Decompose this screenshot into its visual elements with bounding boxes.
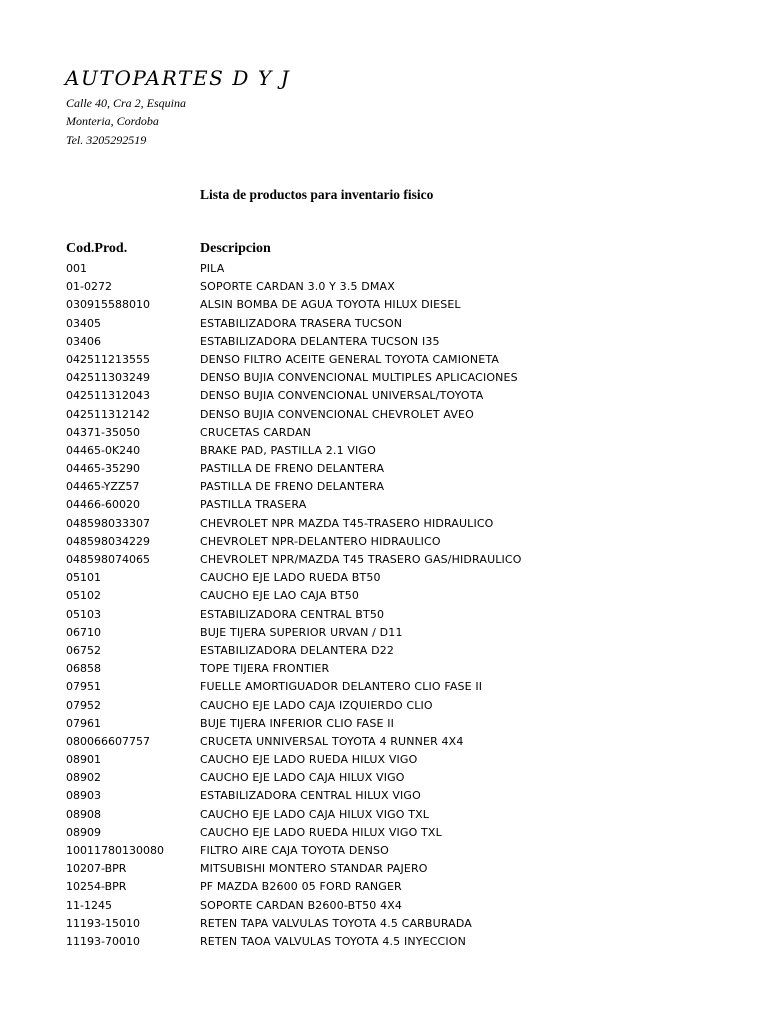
product-code: 05103 (66, 607, 101, 621)
company-phone: Tel. 3205292519 (66, 133, 147, 147)
product-code: 080066607757 (66, 734, 150, 748)
product-code: 001 (66, 262, 87, 275)
product-code: 042511312043 (66, 389, 150, 403)
table-row (0, 370, 518, 388)
product-code: 06752 (66, 643, 101, 657)
table-row (0, 752, 463, 770)
table-row (0, 716, 463, 734)
table-row (0, 698, 463, 716)
product-description: DENSO BUJIA CONVENCIONAL MULTIPLES APLICACIONES (200, 371, 518, 385)
product-code: 01-0272 (66, 280, 112, 294)
product-description: CAUCHO EJE LADO RUEDA HILUX VIGO TXL (200, 825, 442, 839)
product-code: 10254-BPR (66, 880, 127, 894)
table-row (0, 661, 463, 679)
product-code: 03405 (66, 316, 101, 330)
table-row (0, 534, 463, 552)
product-code: 06858 (66, 662, 101, 676)
company-address-line1: Calle 40, Cra 2, Esquina (66, 96, 187, 110)
table-row (0, 879, 463, 897)
table-row (0, 843, 463, 861)
product-description: ESTABILIZADORA TRASERA TUCSON (200, 316, 403, 330)
table-row (0, 497, 463, 515)
table-row (0, 516, 494, 534)
table-row (0, 425, 463, 443)
table-row (0, 479, 463, 497)
company-name: AUTOPARTES D Y J (65, 66, 291, 90)
product-description: CAUCHO EJE LADO RUEDA HILUX VIGO (200, 753, 418, 767)
company-address-line2: Monteria, Cordoba (66, 114, 159, 128)
table-row (0, 825, 463, 843)
product-description: FUELLE AMORTIGUADOR DELANTERO CLIO FASE II (200, 680, 483, 694)
table-row (0, 461, 463, 479)
product-code: 04466-60020 (66, 498, 140, 512)
product-description: ESTABILIZADORA CENTRAL BT50 (200, 607, 385, 621)
product-description: RETEN TAOA VALVULAS TOYOTA 4.5 INYECCION (200, 934, 466, 948)
table-row (0, 607, 463, 625)
product-code: 11193-15010 (66, 916, 140, 930)
table-row (0, 898, 463, 916)
product-code: 042511312142 (66, 407, 150, 421)
product-code: 08902 (66, 771, 101, 785)
table-row (0, 352, 500, 370)
document-title: Lista de productos para inventario fisico (200, 187, 434, 202)
product-code: 048598033307 (66, 516, 150, 530)
table-row (0, 625, 463, 643)
product-code: 10207-BPR (66, 862, 127, 876)
product-description: BUJE TIJERA SUPERIOR URVAN / D11 (200, 625, 403, 639)
product-code: 08901 (66, 753, 101, 767)
product-description: PASTILLA TRASERA (200, 498, 307, 512)
product-description: PASTILLA DE FRENO DELANTERA (200, 462, 385, 476)
product-code: 08909 (66, 825, 101, 839)
product-description: CRUCETA UNNIVERSAL TOYOTA 4 RUNNER 4X4 (200, 734, 464, 748)
product-code: 06710 (66, 625, 101, 639)
table-row (0, 643, 463, 661)
table-row (0, 861, 463, 879)
product-code: 03406 (66, 334, 101, 348)
product-code: 042511303249 (66, 371, 150, 385)
table-row (0, 770, 463, 788)
table-row (0, 588, 463, 606)
product-code: 048598034229 (66, 534, 150, 548)
product-code: 04465-0K240 (66, 443, 141, 457)
product-code: 04371-35050 (66, 425, 140, 439)
column-header-description: Descripcion (200, 241, 271, 256)
product-code: 10011780130080 (66, 844, 164, 857)
product-table (0, 261, 522, 952)
product-description: DENSO FILTRO ACEITE GENERAL TOYOTA CAMIONETA (200, 352, 500, 366)
product-code: 08908 (66, 807, 101, 821)
product-code: 030915588010 (66, 298, 150, 312)
product-code: 11-1245 (66, 898, 112, 912)
product-code: 048598074065 (66, 553, 150, 566)
table-row (0, 261, 463, 279)
product-description: SOPORTE CARDAN B2600-BT50 4X4 (200, 898, 403, 912)
product-code: 04465-35290 (66, 462, 140, 476)
product-code: 08903 (66, 789, 101, 803)
product-description: PASTILLA DE FRENO DELANTERA (200, 480, 385, 494)
product-description: CRUCETAS CARDAN (200, 425, 312, 439)
table-row (0, 552, 522, 570)
product-code: 07952 (66, 698, 101, 712)
table-row (0, 279, 463, 297)
table-row (0, 316, 463, 334)
product-description: PF MAZDA B2600 05 FORD RANGER (200, 880, 402, 894)
table-row (0, 297, 463, 315)
table-row (0, 570, 463, 588)
product-code: 042511213555 (66, 352, 150, 366)
product-description: CAUCHO EJE LAO CAJA BT50 (200, 589, 360, 603)
product-description: ESTABILIZADORA DELANTERA D22 (200, 643, 395, 657)
product-description: CAUCHO EJE LADO CAJA HILUX VIGO (200, 771, 405, 785)
table-row (0, 734, 463, 752)
product-description: CHEVROLET NPR/MAZDA T45 TRASERO GAS/HIDRAULICO (200, 553, 522, 566)
product-code: 11193-70010 (66, 934, 140, 948)
product-description: CHEVROLET NPR-DELANTERO HIDRAULICO (200, 534, 441, 548)
product-description: SOPORTE CARDAN 3.0 Y 3.5 DMAX (200, 280, 395, 294)
product-description: RETEN TAPA VALVULAS TOYOTA 4.5 CARBURADA (200, 916, 472, 930)
product-description: PILA (200, 262, 225, 275)
product-description: BRAKE PAD, PASTILLA 2.1 VIGO (200, 443, 376, 457)
table-row (0, 916, 472, 934)
product-description: CAUCHO EJE LADO RUEDA BT50 (200, 571, 381, 585)
product-description: ESTABILIZADORA CENTRAL HILUX VIGO (200, 789, 421, 803)
product-description: ALSIN BOMBA DE AGUA TOYOTA HILUX DIESEL (200, 298, 461, 312)
product-description: BUJE TIJERA INFERIOR CLIO FASE II (200, 716, 395, 730)
table-row (0, 334, 463, 352)
table-row (0, 388, 484, 406)
product-description: CAUCHO EJE LADO CAJA IZQUIERDO CLIO (200, 698, 433, 712)
product-description: TOPE TIJERA FRONTIER (200, 662, 330, 676)
table-row (0, 407, 474, 425)
table-row (0, 443, 463, 461)
product-description: MITSUBISHI MONTERO STANDAR PAJERO (200, 862, 428, 876)
product-description: ESTABILIZADORA DELANTERA TUCSON I35 (200, 334, 440, 348)
column-header-code: Cod.Prod. (66, 241, 128, 256)
product-description: CAUCHO EJE LADO CAJA HILUX VIGO TXL (200, 807, 430, 821)
product-code: 07961 (66, 716, 101, 730)
product-code: 07951 (66, 680, 101, 694)
product-code: 04465-YZZ57 (66, 480, 140, 494)
table-row (0, 788, 463, 806)
table-row (0, 679, 483, 697)
product-description: DENSO BUJIA CONVENCIONAL UNIVERSAL/TOYOTA (200, 389, 484, 403)
table-row (0, 807, 463, 825)
table-row (0, 934, 466, 952)
product-code: 05101 (66, 571, 101, 585)
product-code: 05102 (66, 589, 101, 603)
product-description: DENSO BUJIA CONVENCIONAL CHEVROLET AVEO (200, 407, 474, 421)
product-description: FILTRO AIRE CAJA TOYOTA DENSO (200, 844, 389, 857)
product-description: CHEVROLET NPR MAZDA T45-TRASERO HIDRAULICO (200, 516, 494, 530)
